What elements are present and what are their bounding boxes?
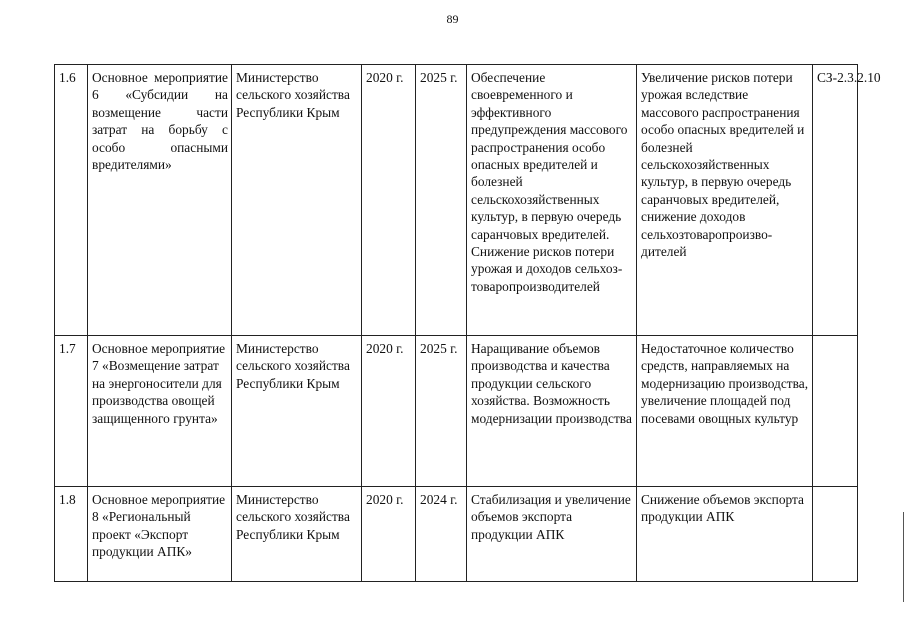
table-row [55, 336, 858, 487]
executor: Министерство сельского хозяйства Республики Крым [232, 487, 362, 582]
expected-result: Стабилизация и увеличение объемов экспорта продукции АПК [467, 487, 637, 582]
program-measures-table [54, 64, 881, 582]
row-number: 1.6 [55, 65, 88, 336]
indicator-link [813, 487, 858, 582]
executor: Министерство сельского хозяйства Республики Крым [232, 336, 362, 487]
page-number: 89 [446, 12, 459, 26]
indicator-link [813, 336, 858, 487]
end-year: 2024 г. [416, 487, 467, 582]
event-name: Основное мероприятие 8 «Региональный проект «Экспорт продукции АПК» [88, 487, 232, 582]
table-row [55, 65, 858, 336]
expected-result: Обеспечение своевременного и эффективного предупреждения массового распространения особо опасных вредителей и болезней сельскохозяйственных культур, в первую очередь саранчовых вредителей. Снижение рисков потери урожая и доходов сельхоз-товаропроизводителей [467, 65, 637, 336]
expected-result: Наращивание объемов производства и качества продукции сельского хозяйства. Возможность модернизации производства [467, 336, 637, 487]
start-year: 2020 г. [362, 65, 416, 336]
event-name: Основное мероприятие 6 «Субсидии на возмещение части затрат на борьбу с особо опасными вредителями» [88, 65, 232, 336]
end-year: 2025 г. [416, 336, 467, 487]
end-year: 2025 г. [416, 65, 467, 336]
non-implementation-consequences: Снижение объемов экспорта продукции АПК [637, 487, 813, 582]
event-name: Основное мероприятие 7 «Возмещение затрат на энергоносители для производства овощей защищенного грунта» [88, 336, 232, 487]
table-row [55, 487, 858, 582]
scan-edge-mark [903, 512, 904, 602]
start-year: 2020 г. [362, 487, 416, 582]
indicator-link: СЗ-2.3.2.10 [813, 65, 858, 336]
row-number: 1.8 [55, 487, 88, 582]
executor: Министерство сельского хозяйства Республики Крым [232, 65, 362, 336]
non-implementation-consequences: Увеличение рисков потери урожая вследствие массового распространения особо опасных вредителей и болезней сельскохозяйственных культур, в первую очередь саранчовых вредителей, снижение доходов сельхозтоваропроизво-дителей [637, 65, 813, 336]
non-implementation-consequences: Недостаточное количество средств, направляемых на модернизацию производства, увеличение площадей под посевами овощных культур [637, 336, 813, 487]
row-number: 1.7 [55, 336, 88, 487]
start-year: 2020 г. [362, 336, 416, 487]
